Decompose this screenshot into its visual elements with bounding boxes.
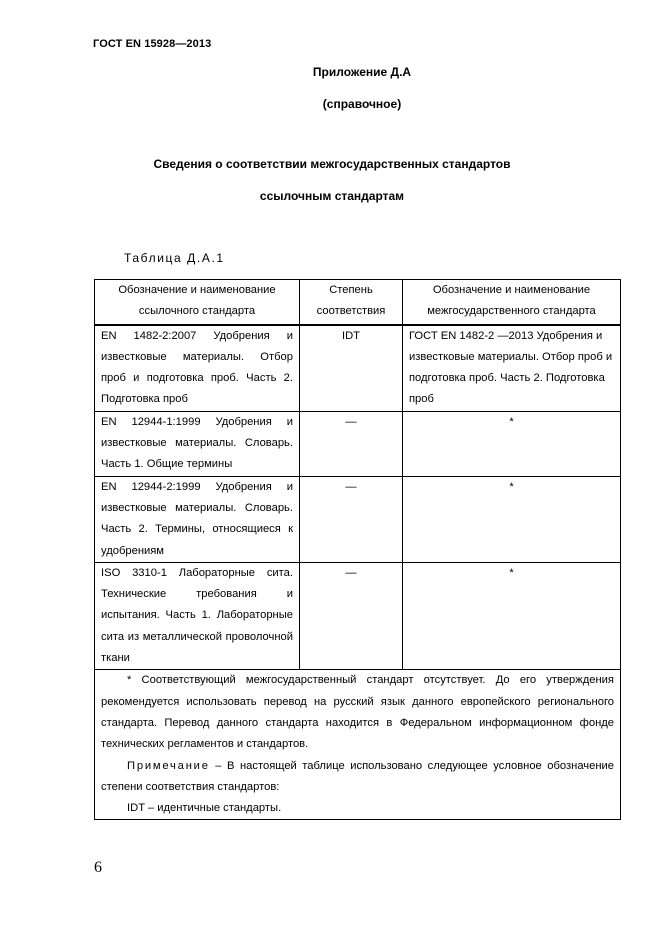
reference-standard-cell: EN 12944-2:1999 Удобрения и известковые материалы. Словарь. Часть 2. Термины, относящиеся к удобрениям <box>95 476 300 562</box>
table-row <box>95 476 621 562</box>
table-note <box>101 756 614 799</box>
appendix-subtitle: (справочное) <box>322 97 402 111</box>
table-caption: Таблица Д.А.1 <box>124 251 225 265</box>
interstate-standard-cell: * <box>403 476 621 562</box>
degree-cell: — <box>300 411 403 476</box>
table-row <box>95 325 621 412</box>
table-header-row <box>95 280 621 325</box>
note-item: IDT – идентичные стандарты. <box>127 802 282 815</box>
reference-standard-cell: ISO 3310-1 Лабораторные сита. Технические требования и испытания. Часть 1. Лабораторные сита из металлической проволочной ткани <box>95 562 300 669</box>
table-row <box>95 562 621 669</box>
table-notes-cell <box>95 670 621 820</box>
degree-cell: IDT <box>300 325 403 412</box>
table-row <box>95 411 621 476</box>
reference-standard-cell: EN 1482-2:2007 Удобрения и известковые материалы. Отбор проб и подготовка проб. Часть 2. Подготовка проб <box>95 325 300 412</box>
appendix-heading-line-2: ссылочным стандартам <box>259 189 405 203</box>
table-footnote: * Соответствующий межгосударственный стандарт отсутствует. До его утверждения рекомендуется использовать перевод на русский язык данного европейского регионального стандарта. Перевод данного стандарта находится в Федеральном информационном фонде технических регламентов и стандартов. <box>101 674 614 751</box>
degree-cell: — <box>300 562 403 669</box>
reference-standard-cell: EN 12944-1:1999 Удобрения и известковые материалы. Словарь. Часть 1. Общие термины <box>95 411 300 476</box>
appendix-title: Приложение Д.А <box>312 65 412 79</box>
column-header-interstate-standard: Обозначение и наименование межгосударственного стандарта <box>403 280 621 325</box>
column-header-degree: Степень соответствия <box>300 280 403 325</box>
column-header-reference-standard: Обозначение и наименование ссылочного стандарта <box>95 280 300 325</box>
appendix-heading-line-1: Сведения о соответствии межгосударственных стандартов <box>153 157 511 171</box>
interstate-standard-cell: * <box>403 562 621 669</box>
note-text: – В настоящей таблице использовано следующее условное обозначение степени соответствия стандартов: <box>101 759 614 793</box>
degree-cell: — <box>300 476 403 562</box>
document-code-header: ГОСТ EN 15928—2013 <box>93 38 212 50</box>
note-label: Примечание <box>127 759 210 772</box>
correspondence-table <box>94 279 621 820</box>
interstate-standard-cell: ГОСТ EN 1482-2 —2013 Удобрения и известковые материалы. Отбор проб и подготовка проб. Часть 2. Подготовка проб <box>403 325 621 412</box>
table-notes-row <box>95 670 621 820</box>
interstate-standard-cell: * <box>403 411 621 476</box>
page-number: 6 <box>94 859 102 876</box>
